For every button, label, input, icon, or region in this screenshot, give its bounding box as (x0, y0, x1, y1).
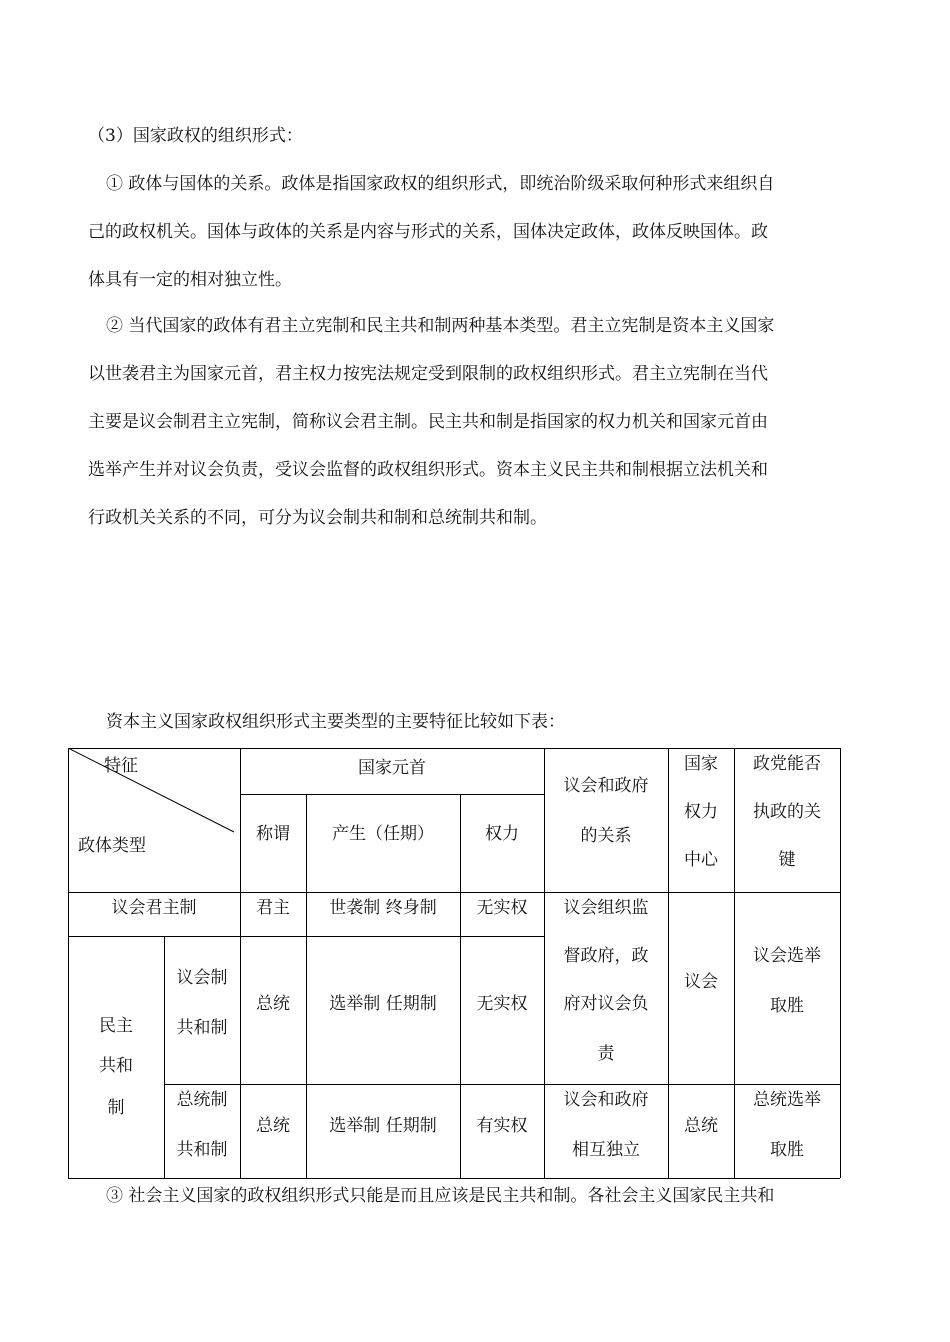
row12-party-l1: 议会选举 (753, 946, 821, 966)
para1-line3: 体具有一定的相对独立性。 (88, 270, 292, 290)
row3-type-l1: 总统制 (176, 1090, 228, 1110)
row2-power: 无实权 (476, 994, 528, 1014)
header-title: 称谓 (256, 824, 290, 844)
row2-type-l1: 议会制 (176, 968, 228, 988)
row12-party-l2: 取胜 (770, 996, 804, 1016)
header-party-l3: 键 (778, 850, 796, 870)
row12-relation-l3: 府对议会负 (563, 994, 649, 1014)
row3-power: 有实权 (476, 1116, 528, 1136)
corner-top-label: 特征 (104, 756, 138, 776)
section-title: （3）国家政权的组织形式： (88, 126, 303, 146)
row1-power: 无实权 (476, 898, 528, 918)
row3-relation-l2: 相互独立 (572, 1140, 640, 1160)
row2-origin: 选举制 任期制 (329, 994, 437, 1014)
row1-title: 君主 (256, 898, 290, 918)
comparison-table (68, 748, 840, 1178)
para2-line3: 主要是议会制君主立宪制，简称议会君主制。民主共和制是指国家的权力机关和国家元首由 (88, 412, 768, 432)
row1-type: 议会君主制 (111, 898, 197, 918)
row1-origin: 世袭制 终身制 (329, 898, 437, 918)
row3-title: 总统 (256, 1116, 290, 1136)
table-caption: 资本主义国家政权组织形式主要类型的主要特征比较如下表： (106, 712, 565, 732)
row12-relation-l4: 责 (597, 1044, 615, 1064)
header-center-l1: 国家 (684, 754, 718, 774)
row3-party-l2: 取胜 (770, 1140, 804, 1160)
republic-l1: 民主 (99, 1016, 133, 1036)
row3-type-l2: 共和制 (176, 1140, 228, 1160)
para2-line2: 以世袭君主为国家元首，君主权力按宪法规定受到限制的政权组织形式。君主立宪制在当代 (88, 364, 768, 384)
row12-center: 议会 (684, 972, 718, 992)
corner-bottom-label: 政体类型 (78, 836, 146, 856)
para1-line2: 己的政权机关。国体与政体的关系是内容与形式的关系，国体决定政体，政体反映国体。政 (88, 222, 768, 242)
row2-type-l2: 共和制 (176, 1018, 228, 1038)
para3-line1: ③ 社会主义国家的政权组织形式只能是而且应该是民主共和制。各社会主义国家民主共和 (106, 1186, 775, 1206)
para1-line1: ① 政体与国体的关系。政体是指国家政权的组织形式，即统治阶级采取何种形式来组织自 (106, 174, 775, 194)
republic-l2: 共和 (99, 1056, 133, 1076)
row3-party-l1: 总统选举 (753, 1090, 821, 1110)
row12-relation-l2: 督政府，政 (563, 946, 649, 966)
row3-center: 总统 (684, 1116, 718, 1136)
header-party-l2: 执政的关 (753, 802, 821, 822)
header-power: 权力 (485, 824, 519, 844)
para2-line1: ② 当代国家的政体有君主立宪制和民主共和制两种基本类型。君主立宪制是资本主义国家 (106, 316, 775, 336)
header-center-l2: 权力 (684, 802, 718, 822)
row3-origin: 选举制 任期制 (329, 1116, 437, 1136)
header-origin: 产生（任期） (332, 824, 434, 844)
header-party-l1: 政党能否 (753, 754, 821, 774)
header-relation-l2: 的关系 (580, 826, 632, 846)
header-head-of-state: 国家元首 (358, 758, 426, 778)
row2-title: 总统 (256, 994, 290, 1014)
row12-relation-l1: 议会组织监 (563, 898, 649, 918)
para2-line4: 选举产生并对议会负责，受议会监督的政权组织形式。资本主义民主共和制根据立法机关和 (88, 460, 768, 480)
header-relation-l1: 议会和政府 (563, 776, 649, 796)
republic-l3: 制 (107, 1098, 125, 1118)
header-center-l3: 中心 (684, 850, 718, 870)
row3-relation-l1: 议会和政府 (563, 1090, 649, 1110)
para2-line5: 行政机关关系的不同，可分为议会制共和制和总统制共和制。 (88, 508, 547, 528)
